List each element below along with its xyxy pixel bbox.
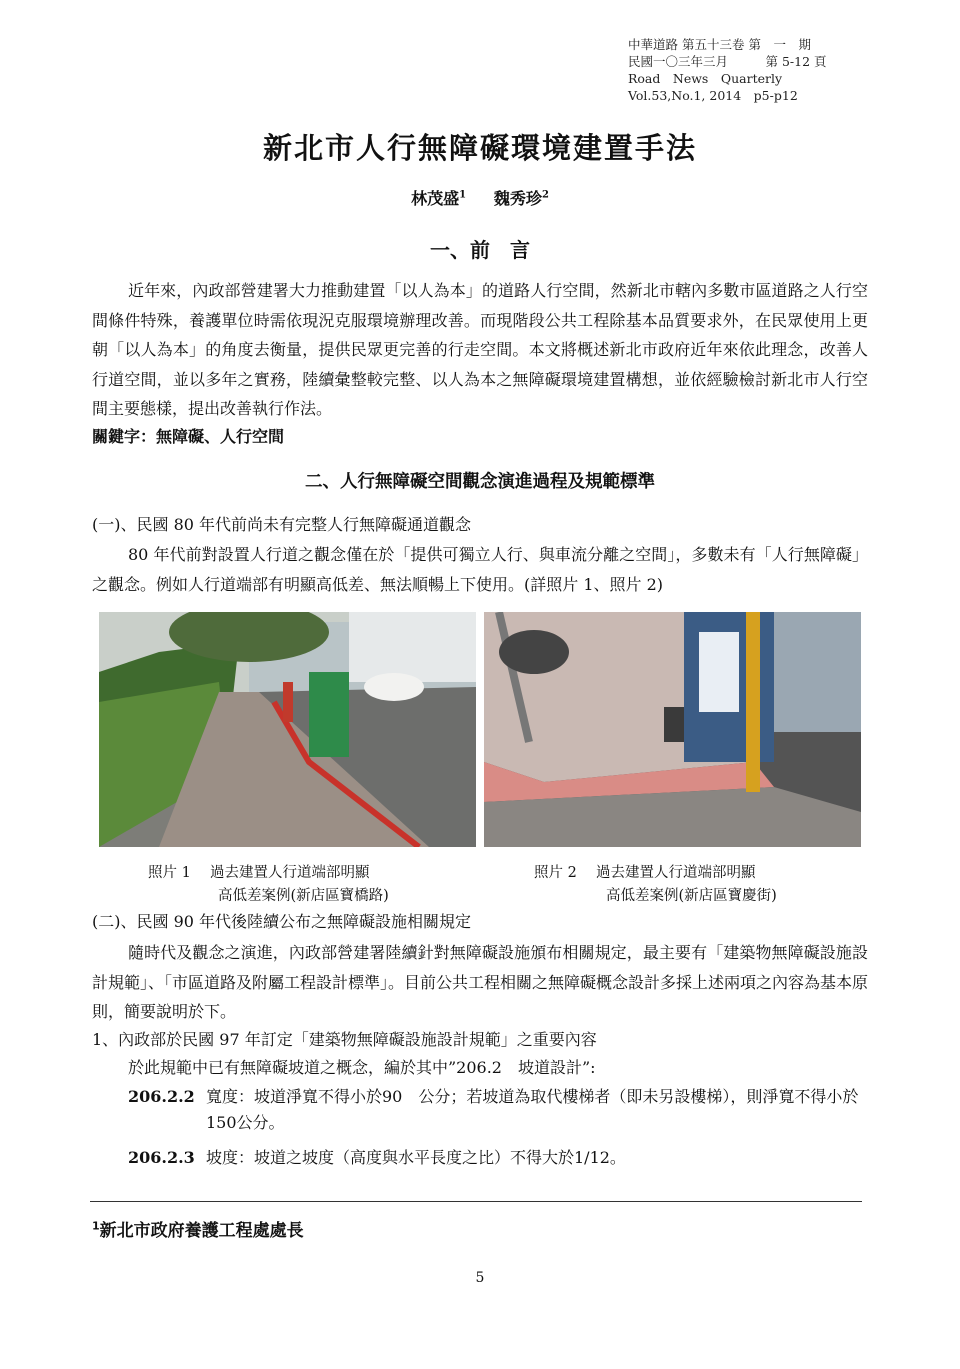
caption-line: 高低差案例(新店區寶橋路) — [218, 888, 389, 904]
list-item-heading: 1、內政部於民國 97 年訂定「建築物無障礙設施設計規範」之重要內容 — [92, 1030, 597, 1049]
footnote-mark: 1 — [92, 1219, 100, 1233]
body-paragraph: 80 年代前對設置人行道之觀念僅在於「提供可獨立人行、與車流分離之空間」，多數未有「人行無障礙」之觀念。例如人行道端部有明顯高低差、無法順暢上下使用。(詳照片 1、照片 2) — [92, 545, 868, 594]
caption-line: 照片 2 過去建置人行道端部明顯 — [534, 865, 756, 881]
spec-text: 寬度：坡道淨寬不得小於90 公分；若坡道為取代樓梯者（即未另設樓梯），則淨寬不得小於150公分。 — [206, 1087, 859, 1132]
spec-number: 206.2.3 — [128, 1148, 195, 1167]
journal-header-line: Road News Quarterly — [628, 71, 783, 86]
photo-2 — [484, 612, 861, 847]
caption-line: 高低差案例(新店區寶慶街) — [606, 888, 777, 904]
spec-number: 206.2.2 — [128, 1087, 195, 1106]
photo-1 — [99, 612, 476, 847]
photo-1-caption — [148, 862, 389, 908]
author-name: 魏秀珍 — [493, 189, 542, 208]
spec-text: 坡度：坡道之坡度（高度與水平長度之比）不得大於1/12。 — [206, 1148, 626, 1167]
footnote — [92, 1216, 304, 1241]
journal-header-line: 民國一〇三年三月 第 5-12 頁 — [628, 54, 827, 69]
intro-paragraph: 近年來，內政部營建署大力推動建置「以人為本」的道路人行空間，然新北市轄內多數市區道路之人行空間條件特殊，養護單位時需依現況克服環境辦理改善。而現階段公共工程除基本品質要求外，在民眾使用上更朝「以人為本」的角度去衡量，提供民眾更完善的行走空間。本文將概述新北市政府近年來依此理念，改善人行道空間，並以多年之實務，陸續彙整較完整、以人為本之無障礙環境建置構想，並依經驗檢討新北市人行空間主要態樣，提出改善執行作法。 — [92, 281, 868, 418]
photo-2-caption — [534, 862, 777, 908]
footnote-text: 新北市政府養護工程處處長 — [99, 1221, 304, 1241]
journal-header-line: 中華道路 第五十三卷 第 一 期 — [628, 37, 811, 52]
keywords: 關鍵字：無障礙、人行空間 — [92, 427, 285, 446]
photo-1-image — [99, 612, 476, 847]
author-mark: 1 — [459, 189, 467, 201]
list-item-intro: 於此規範中已有無障礙坡道之概念，編於其中”206.2 坡道設計”: — [128, 1058, 596, 1077]
author-name: 林茂盛 — [411, 189, 460, 208]
author-list — [0, 186, 960, 209]
page-number: 5 — [475, 1270, 485, 1286]
section-heading: 一、前 言 — [430, 238, 530, 262]
section-heading: 二、人行無障礙空間觀念演進過程及規範標準 — [305, 472, 655, 492]
journal-header — [628, 36, 827, 104]
spec-item — [128, 1084, 868, 1136]
subsection-heading: (一)、民國 80 年代前尚未有完整人行無障礙通道觀念 — [92, 515, 472, 534]
paper-title: 新北市人行無障礙環境建置手法 — [262, 131, 697, 165]
journal-header-line: Vol.53,No.1, 2014 p5-p12 — [628, 88, 798, 103]
photo-2-image — [484, 612, 861, 847]
body-paragraph: 隨時代及觀念之演進，內政部營建署陸續針對無障礙設施頒布相關規定，最主要有「建築物無障礙設施設計規範」、「市區道路及附屬工程設計標準」。目前公共工程相關之無障礙概念設計多採上述兩項之內容為基本原則，簡要說明於下。 — [92, 943, 869, 1021]
spec-item — [128, 1145, 868, 1171]
subsection-heading: (二)、民國 90 年代後陸續公布之無障礙設施相關規定 — [92, 912, 472, 931]
author-mark: 2 — [541, 189, 549, 201]
footnote-rule — [90, 1201, 862, 1202]
caption-line: 照片 1 過去建置人行道端部明顯 — [148, 865, 370, 881]
